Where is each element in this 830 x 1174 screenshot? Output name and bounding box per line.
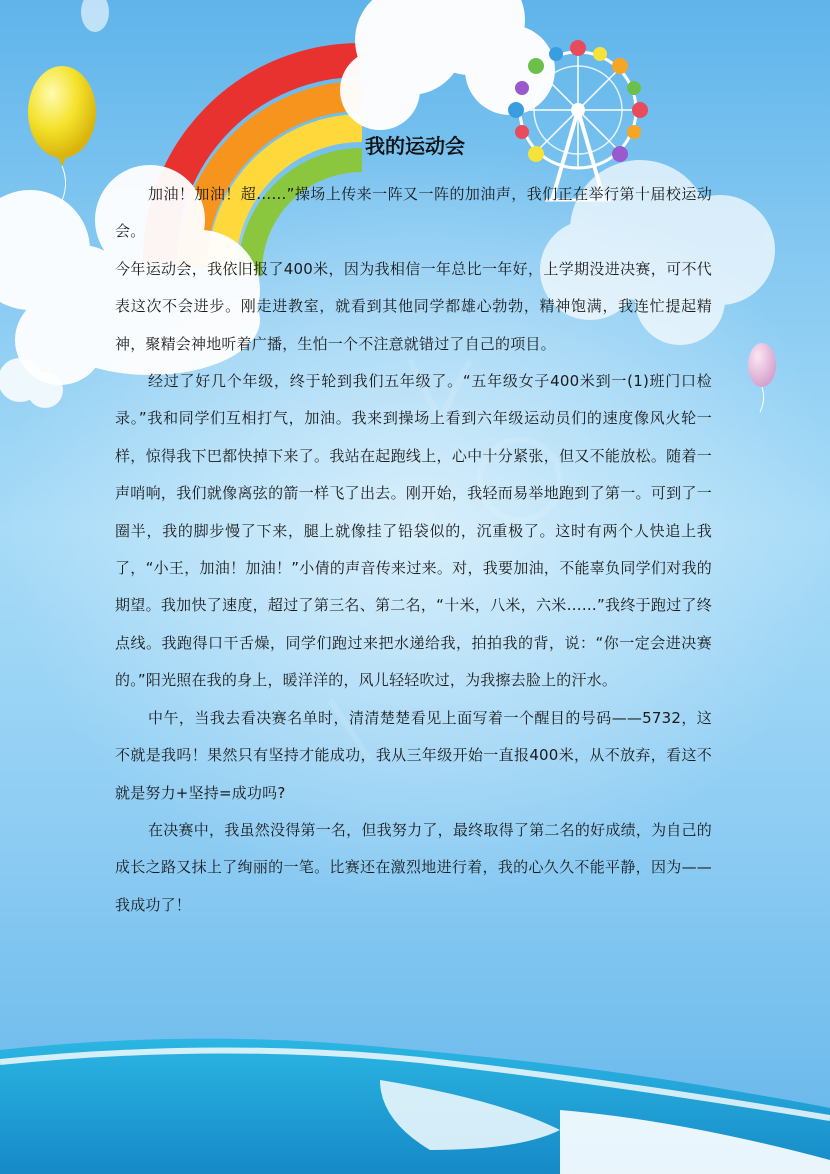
document-title: 我的运动会 — [365, 134, 465, 158]
paragraph: 经过了好几个年级，终于轮到我们五年级了。“五年级女子400米到一(1)班门口检录。”我和同学们互相打气，加油。我来到操场上看到六年级运动员们的速度像风火轮一样，惊得我下巴都快掉下来了。我站在起跑线上，心中十分紧张，但又不能放松。随着一声哨响，我们就像离弦的箭一样飞了出去。刚开始，我轻而易举地跑到了第一。可到了一圈半，我的脚步慢了下来，腿上就像挂了铅袋似的，沉重极了。这时有两个人快追上我了，“小王，加油！加油！”小倩的声音传来过来。对，我要加油，不能辜负同学们对我的期望。我加快了速度，超过了第三名、第二名，“十米，八米，六米……”我终于跑过了终点线。我跑得口干舌燥，同学们跑过来把水递给我，拍拍我的背，说：“你一定会进决赛的。”阳光照在我的身上，暖洋洋的，风儿轻轻吹过，为我擦去脸上的汗水。 — [115, 372, 712, 690]
paragraph: 加油！加油！超……”操场上传来一阵又一阵的加油声，我们正在举行第十届校运动会。 — [115, 185, 712, 241]
document-body — [115, 176, 712, 924]
paragraph: 在决赛中，我虽然没得第一名，但我努力了，最终取得了第二名的好成绩，为自己的成长之路又抹上了绚丽的一笔。比赛还在激烈地进行着，我的心久久不能平静，因为——我成功了！ — [115, 820, 712, 914]
paragraph: 中午，当我去看决赛名单时，清清楚楚看见上面写着一个醒目的号码——5732，这不就是我吗！果然只有坚持才能成功，我从三年级开始一直报400米，从不放弃，看这不就是努力+坚持=成功吗? — [115, 708, 712, 802]
paragraph: 今年运动会，我依旧报了400米，因为我相信一年总比一年好，上学期没进决赛，可不代表这次不会进步。刚走进教室，就看到其他同学都雄心勃勃，精神饱满，我连忙提起精神，聚精会神地听着广播，生怕一个不注意就错过了自己的项目。 — [115, 259, 712, 353]
